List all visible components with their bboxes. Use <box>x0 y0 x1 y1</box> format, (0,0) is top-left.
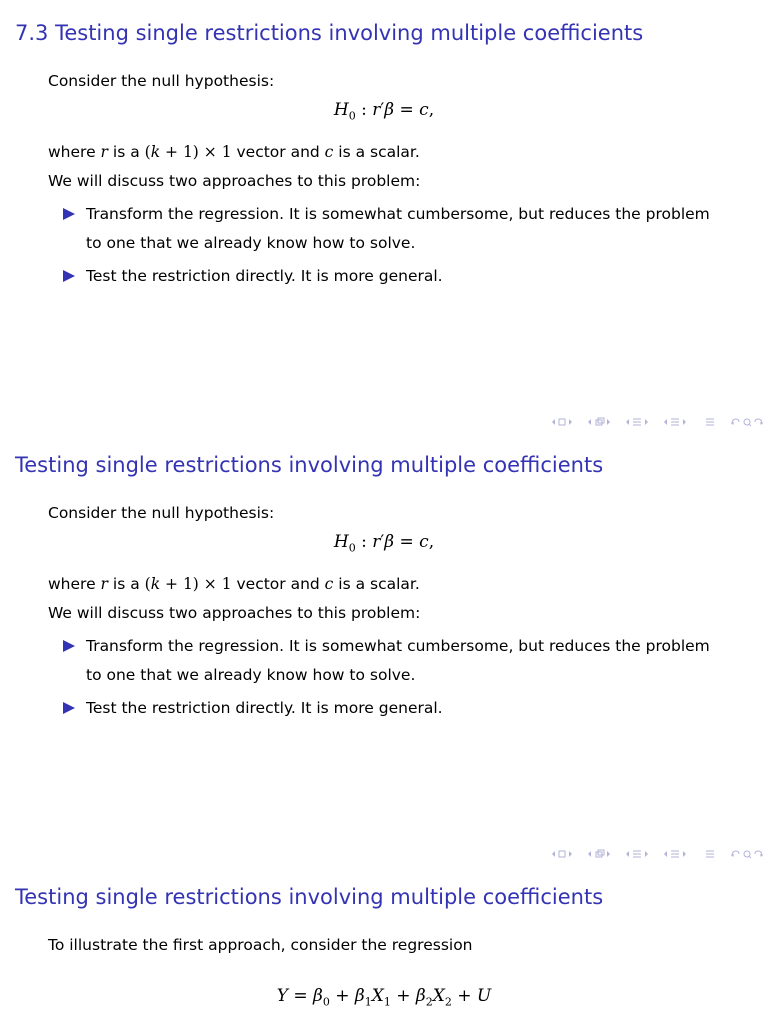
bullet-triangle-icon <box>62 207 76 221</box>
search-back-forward-icon[interactable] <box>730 848 764 860</box>
slide-2 <box>0 432 768 864</box>
frame-title: Testing single restrictions involving multiple coefficients <box>15 453 604 477</box>
subsection-nav-icon[interactable] <box>584 416 614 428</box>
outline-nav-icon[interactable] <box>704 848 716 860</box>
frame-nav-icon[interactable] <box>548 416 576 428</box>
slide-1 <box>0 0 768 432</box>
bullet-item-1-continuation: to one that we already know how to solve. <box>86 234 416 252</box>
approaches-text: We will discuss two approaches to this problem: <box>48 172 421 190</box>
bullet-triangle-icon <box>62 269 76 283</box>
outline-nav-icon[interactable] <box>704 416 716 428</box>
intro-text: To illustrate the first approach, consider the regression <box>48 936 473 954</box>
regression-equation: $Y = \beta_0 + \beta_1X_1 + \beta_2X_2 + U$ <box>276 986 492 1009</box>
bullet-item-1-continuation: to one that we already know how to solve. <box>86 666 416 684</box>
subsection-nav-icon[interactable] <box>584 848 614 860</box>
search-back-forward-icon[interactable] <box>730 416 764 428</box>
slide-3 <box>0 864 768 1024</box>
bullet-triangle-icon <box>62 639 76 653</box>
subsubsection-nav-icon[interactable] <box>660 416 690 428</box>
where-line: where r is a (k + 1) × 1 vector and c is a scalar. <box>48 143 420 161</box>
frame-title: Testing single restrictions involving multiple coefficients <box>15 885 604 909</box>
frame-nav-icon[interactable] <box>548 848 576 860</box>
section-nav-icon[interactable] <box>622 848 652 860</box>
where-line: where r is a (k + 1) × 1 vector and c is a scalar. <box>48 575 420 593</box>
bullet-item-1: Transform the regression. It is somewhat cumbersome, but reduces the problem <box>86 637 710 655</box>
bullet-item-2: Test the restriction directly. It is more general. <box>86 267 443 285</box>
null-hypothesis-equation: $H_0$ : r′β = c, <box>333 532 435 555</box>
frame-title: 7.3 Testing single restrictions involving multiple coefficients <box>15 21 644 45</box>
bullet-item-1: Transform the regression. It is somewhat cumbersome, but reduces the problem <box>86 205 710 223</box>
null-hypothesis-equation: $H_0$ : r′β = c, <box>333 100 435 123</box>
navigation-bar <box>548 414 764 430</box>
subsubsection-nav-icon[interactable] <box>660 848 690 860</box>
approaches-text: We will discuss two approaches to this problem: <box>48 604 421 622</box>
bullet-triangle-icon <box>62 701 76 715</box>
intro-text: Consider the null hypothesis: <box>48 504 275 522</box>
section-nav-icon[interactable] <box>622 416 652 428</box>
intro-text: Consider the null hypothesis: <box>48 72 275 90</box>
bullet-item-2: Test the restriction directly. It is more general. <box>86 699 443 717</box>
navigation-bar <box>548 846 764 862</box>
